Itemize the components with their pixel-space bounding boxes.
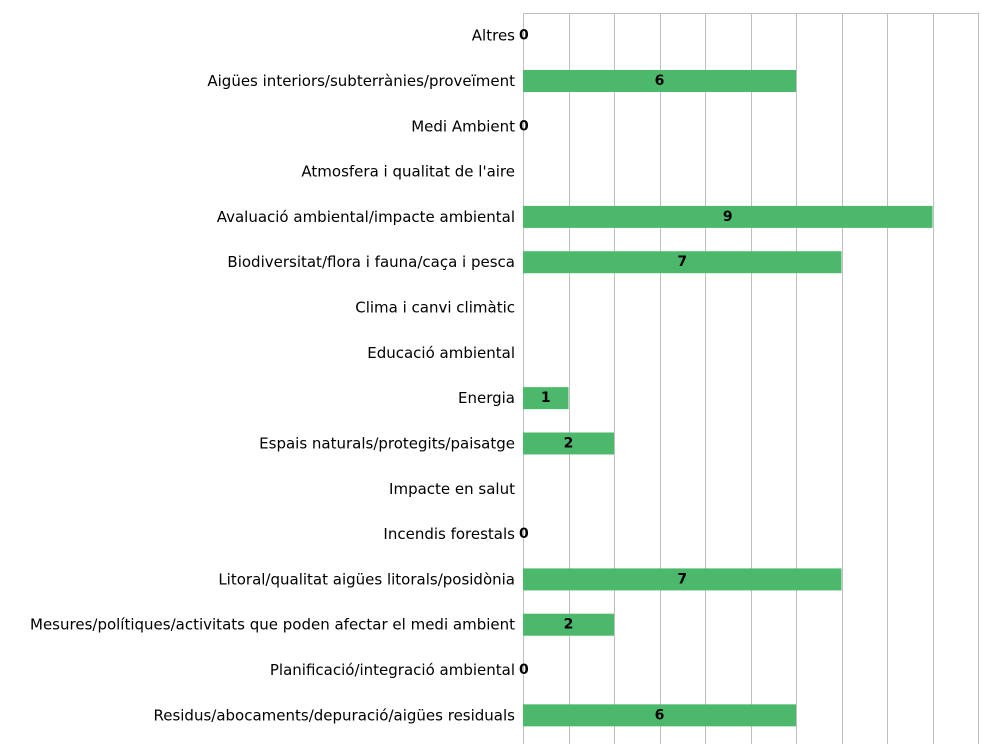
category-label: Atmosfera i qualitat de l'aire [301, 162, 515, 181]
category-label: Medi Ambient [411, 117, 515, 136]
data-label: 2 [563, 616, 574, 633]
data-label: 1 [540, 390, 551, 407]
data-label: 7 [677, 254, 688, 271]
category-label: Planificació/integració ambiental [269, 661, 515, 680]
category-label: Mesures/polítiques/activitats que poden afectar el medi ambient [30, 615, 515, 634]
data-label: 0 [519, 118, 529, 135]
data-label: 0 [519, 526, 529, 543]
category-label: Educació ambiental [367, 343, 515, 362]
category-label: Litoral/qualitat aigües litorals/posidònia [218, 570, 515, 589]
data-label: 0 [519, 27, 529, 44]
category-label: Espais naturals/protegits/paisatge [259, 434, 515, 453]
data-label: 9 [722, 208, 733, 225]
category-label: Clima i canvi climàtic [355, 298, 515, 317]
bars [523, 70, 933, 726]
category-label: Residus/abocaments/depuració/aigües residuals [153, 706, 515, 725]
data-label: 0 [519, 662, 529, 679]
category-label: Avaluació ambiental/impacte ambiental [216, 207, 515, 226]
category-label: Impacte en salut [389, 479, 515, 498]
category-label: Energia [458, 389, 515, 408]
category-labels [30, 27, 515, 725]
data-label: 6 [654, 707, 665, 724]
data-label: 2 [563, 435, 574, 452]
category-label: Biodiversitat/flora i fauna/caça i pesca [227, 253, 515, 272]
category-label: Incendis forestals [383, 525, 515, 544]
category-label: Aigües interiors/subterrànies/proveïment [207, 71, 515, 90]
data-label: 6 [654, 72, 665, 89]
data-label: 7 [677, 571, 688, 588]
category-label: Altres [471, 26, 515, 45]
